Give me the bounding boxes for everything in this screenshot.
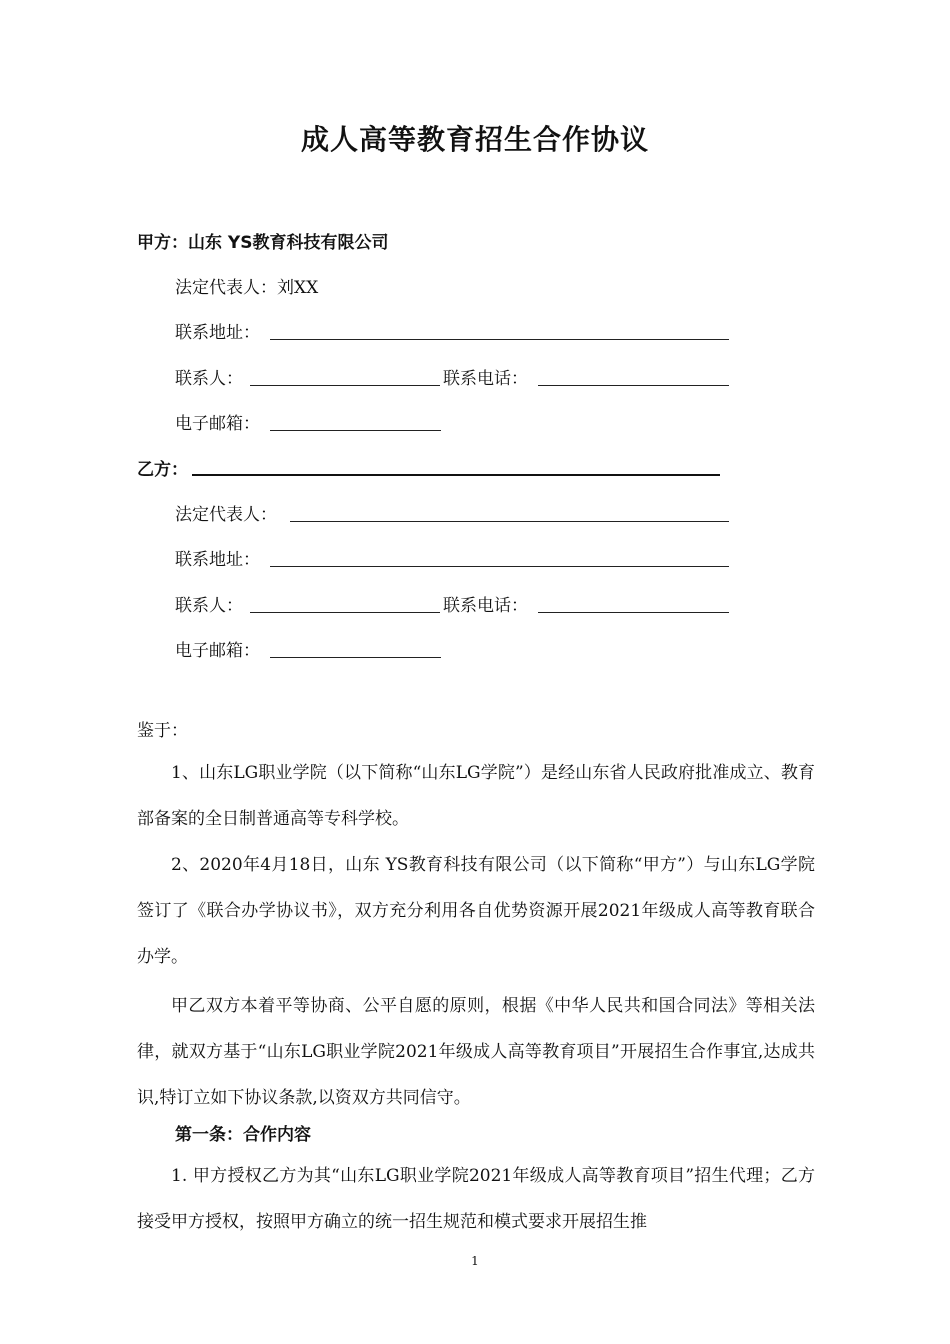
recital-paragraph-1: 1、山东LG职业学院（以下简称“山东LG学院”）是经山东省人民政府批准成立、教育部备案的全日制普通高等专科学校。 xyxy=(137,763,815,829)
party-a-phone-label: 联系电话： xyxy=(443,369,528,389)
party-b-address-label: 联系地址： xyxy=(175,550,260,570)
party-a-phone-blank xyxy=(538,385,729,386)
party-a-address-blank xyxy=(270,339,729,340)
party-a-contact-blank xyxy=(250,385,440,386)
agreement-paragraph: 甲乙双方本着平等协商、公平自愿的原则，根据《中华人民共和国合同法》等相关法律，就双方基于“山东LG职业学院2021年级成人高等教育项目”开展招生合作事宜,达成共识,特订立如下协议条款,以资双方共同信守。 xyxy=(137,996,815,1108)
document-title: 成人高等教育招生合作协议 xyxy=(300,123,649,156)
party-a-contact-label: 联系人： xyxy=(175,369,243,389)
party-b-label: 乙方： xyxy=(137,460,188,480)
party-a-label: 甲方：山东 YS教育科技有限公司 xyxy=(137,233,389,253)
party-a-address-label: 联系地址： xyxy=(175,323,260,343)
party-b-contact-blank xyxy=(250,612,440,613)
party-b-phone-blank xyxy=(538,612,729,613)
party-a-legal-rep: 法定代表人：刘XX xyxy=(175,278,319,298)
party-b-email-blank xyxy=(270,657,441,658)
party-b-contact-label: 联系人： xyxy=(175,596,243,616)
party-b-name-blank xyxy=(192,474,720,476)
party-b-legal-rep-blank xyxy=(290,521,729,522)
party-b-phone-label: 联系电话： xyxy=(443,596,528,616)
party-a-email-blank xyxy=(270,430,441,431)
party-a-email-label: 电子邮箱： xyxy=(175,414,260,434)
article-1-clause-1: 1. 甲方授权乙方为其“山东LG职业学院2021年级成人高等教育项目”招生代理；乙方接受甲方授权，按照甲方确立的统一招生规范和模式要求开展招生推 xyxy=(137,1166,815,1232)
party-b-legal-rep-label: 法定代表人： xyxy=(175,505,277,525)
article-1-heading: 第一条：合作内容 xyxy=(175,1125,311,1145)
whereas-label: 鉴于： xyxy=(137,721,188,741)
recital-paragraph-2: 2、2020年4月18日，山东 YS教育科技有限公司（以下简称“甲方”）与山东LG学院签订了《联合办学协议书》，双方充分利用各自优势资源开展2021年级成人高等教育联合办学。 xyxy=(137,855,815,967)
party-b-email-label: 电子邮箱： xyxy=(175,641,260,661)
party-b-address-blank xyxy=(270,566,729,567)
page-number: 1 xyxy=(471,1254,479,1268)
